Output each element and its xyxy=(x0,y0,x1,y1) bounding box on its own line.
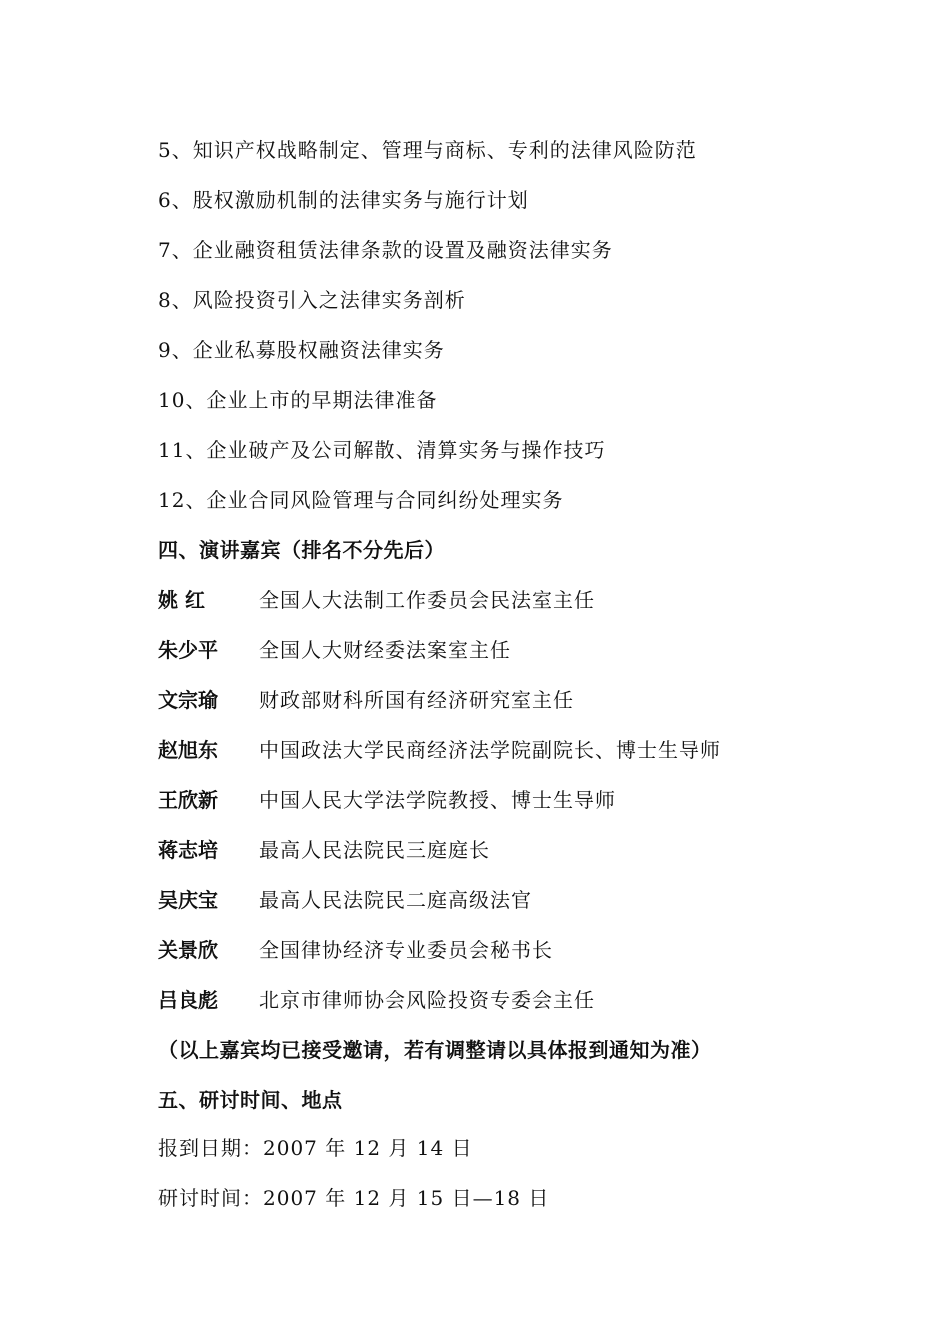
speaker-row xyxy=(158,736,721,764)
topic-item: 9、企业私募股权融资法律实务 xyxy=(158,338,445,362)
speaker-name: 朱少平 xyxy=(158,638,218,662)
topic-item: 11、企业破产及公司解散、清算实务与操作技巧 xyxy=(158,438,606,462)
speaker-row xyxy=(158,686,574,714)
speaker-title: 最高人民法院民二庭高级法官 xyxy=(259,888,532,912)
speaker-row xyxy=(158,986,595,1014)
speaker-title: 全国人大财经委法案室主任 xyxy=(259,638,511,662)
speaker-name: 吴庆宝 xyxy=(158,888,218,912)
topic-item: 6、股权激励机制的法律实务与施行计划 xyxy=(158,188,529,212)
topic-item: 8、风险投资引入之法律实务剖析 xyxy=(158,288,466,312)
section-heading-speakers: 四、演讲嘉宾（排名不分先后） xyxy=(158,538,445,562)
speaker-row xyxy=(158,636,511,664)
speaker-title: 中国政法大学民商经济法学院副院长、博士生导师 xyxy=(259,738,721,762)
speaker-name: 关景欣 xyxy=(158,938,218,962)
speaker-row xyxy=(158,586,595,614)
topic-item: 7、企业融资租赁法律条款的设置及融资法律实务 xyxy=(158,238,613,262)
speaker-title: 中国人民大学法学院教授、博士生导师 xyxy=(259,788,616,812)
speaker-name: 文宗瑜 xyxy=(158,688,218,712)
speaker-row xyxy=(158,786,616,814)
section-heading-time-place: 五、研讨时间、地点 xyxy=(158,1088,343,1112)
speaker-row xyxy=(158,936,553,964)
speaker-row xyxy=(158,886,532,914)
speaker-title: 北京市律师协会风险投资专委会主任 xyxy=(259,988,595,1012)
speaker-name: 赵旭东 xyxy=(158,738,218,762)
speakers-note: （以上嘉宾均已接受邀请，若有调整请以具体报到通知为准） xyxy=(158,1038,712,1062)
topic-item: 12、企业合同风险管理与合同纠纷处理实务 xyxy=(158,488,564,512)
speaker-title: 全国律协经济专业委员会秘书长 xyxy=(259,938,553,962)
speaker-title: 全国人大法制工作委员会民法室主任 xyxy=(259,588,595,612)
topic-item: 10、企业上市的早期法律准备 xyxy=(158,388,438,412)
speaker-title: 最高人民法院民三庭庭长 xyxy=(259,838,490,862)
seminar-time: 研讨时间：2007 年 12 月 15 日—18 日 xyxy=(158,1186,550,1210)
topic-item: 5、知识产权战略制定、管理与商标、专利的法律风险防范 xyxy=(158,138,697,162)
registration-date: 报到日期：2007 年 12 月 14 日 xyxy=(158,1136,473,1160)
speaker-name: 吕良彪 xyxy=(158,988,218,1012)
speaker-name: 王欣新 xyxy=(158,788,218,812)
speaker-name: 姚 红 xyxy=(158,588,205,612)
speaker-row xyxy=(158,836,490,864)
speaker-name: 蒋志培 xyxy=(158,838,218,862)
speaker-title: 财政部财科所国有经济研究室主任 xyxy=(259,688,574,712)
